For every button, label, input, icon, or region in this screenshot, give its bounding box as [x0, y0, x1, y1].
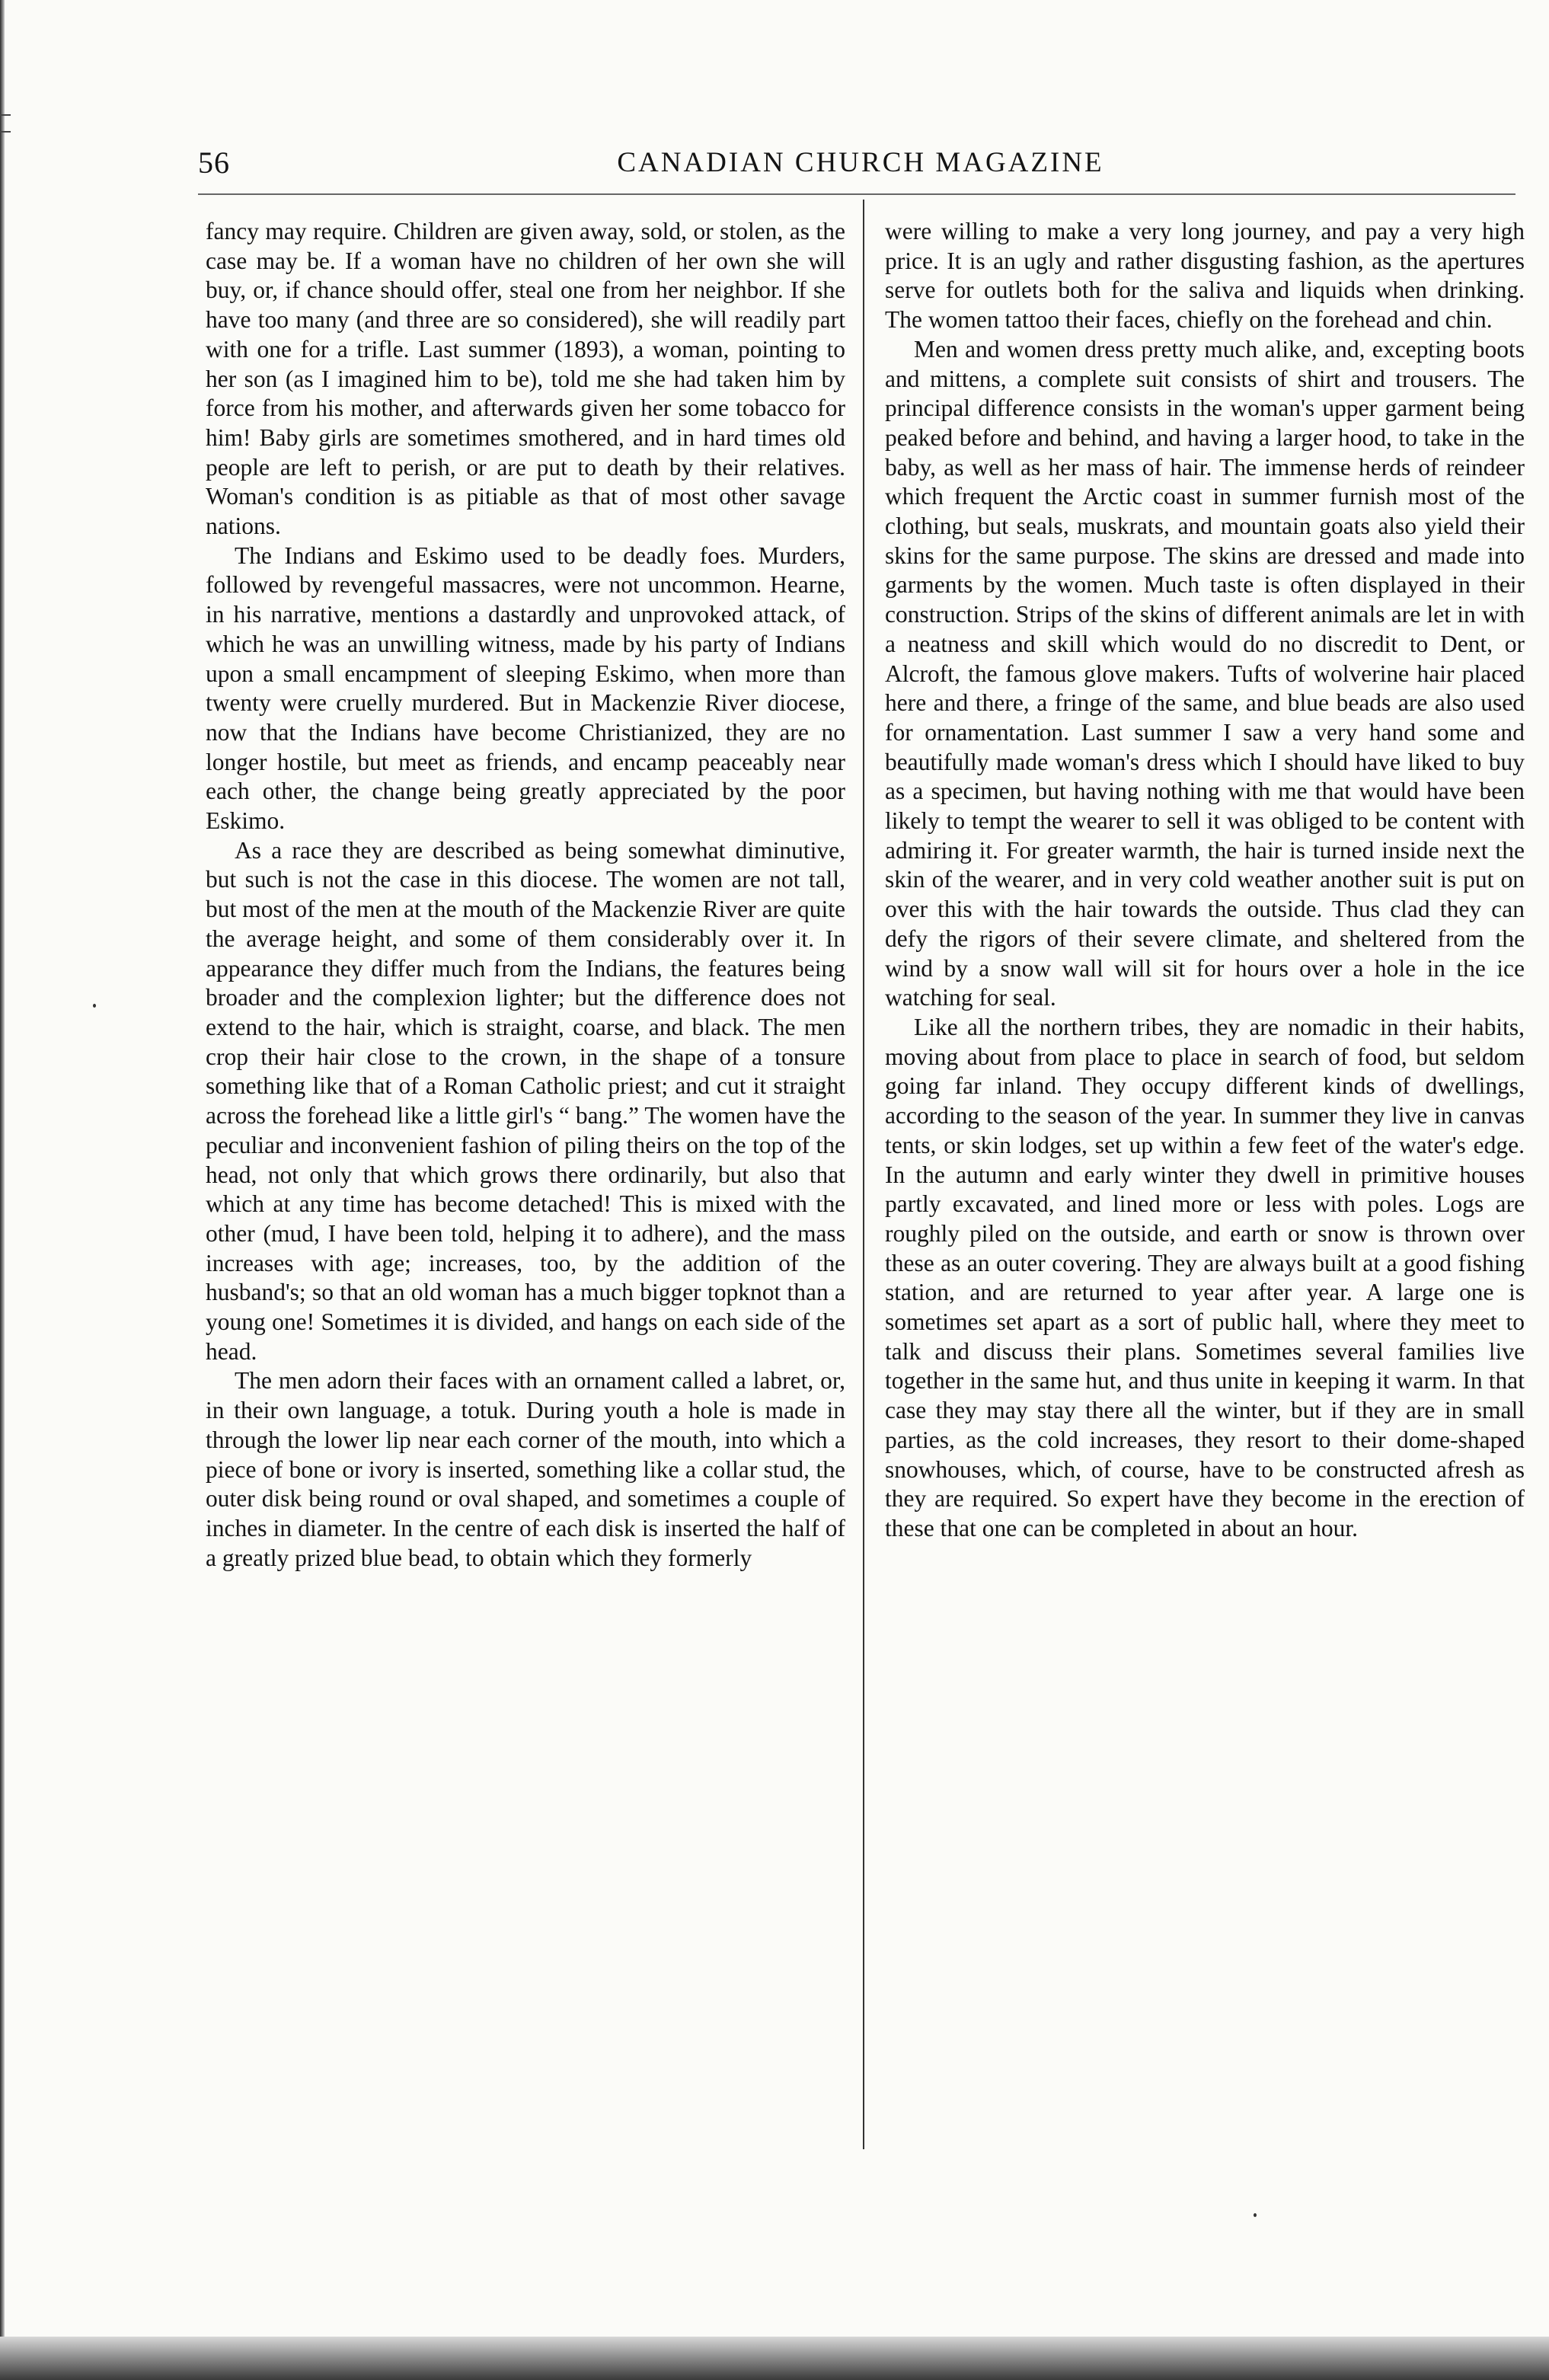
scan-left-edge — [0, 0, 5, 2380]
column-divider — [863, 200, 864, 2149]
left-column — [206, 217, 845, 1573]
page-number: 56 — [198, 145, 230, 180]
scan-bottom-edge — [0, 2337, 1549, 2380]
paragraph: The men adorn their faces with an ornament called a labret, or, in their own language, a totuk. During youth a hole is made in through the lower lip near each corner of the mouth, into which a piece of bone or ivory is inserted, something like a collar stud, the outer disk being round or oval shaped, and sometimes a couple of inches in diameter. In the centre of each disk is inserted the half of a greatly prized blue bead, to obtain which they formerly — [206, 1367, 845, 1571]
running-title: CANADIAN CHURCH MAGAZINE — [617, 147, 1104, 178]
paragraph: were willing to make a very long journey, and pay a very high price. It is an ugly and rather disgusting fashion, as the apertures serve for outlets both for the saliva and liquids when drinking. The women tattoo their faces, chiefly on the forehead and chin. — [885, 218, 1525, 334]
right-column — [885, 217, 1525, 1544]
header-rule — [198, 193, 1515, 195]
paragraph: Men and women dress pretty much alike, and, excepting boots and mittens, a complete suit consists of shirt and trousers. The principal difference consists in the woman's upper garment being peaked before and behind, and having a larger hood, to take in the baby, as well as her mass of hair. The immense herds of reindeer which frequent the Arctic coast in summer furnish most of the clothing, but seals, muskrats, and mountain goats also yield their skins for the same purpose. The skins are dressed and made into garments by the women. Much taste is often displayed in their construction. Strips of the skins of different animals are let in with a neatness and skill which would do no discredit to Dent, or Alcroft, the famous glove makers. Tufts of wolverine hair placed here and there, a fringe of the same, and blue beads are also used for ornamentation. Last summer I saw a very hand some and beautifully made woman's dress which I should have liked to buy as a specimen, but having nothing with me that would have been likely to tempt the wearer to sell it was obliged to be content with admiring it. For greater warmth, the hair is turned inside next the skin of the wearer, and in very cold weather another suit is put on over this with the hair towards the outside. Thus clad they can defy the rigors of their severe climate, and sheltered from the wind by a snow wall will sit for hours over a hole in the ice watching for seal. — [885, 335, 1525, 1011]
paragraph: Like all the northern tribes, they are nomadic in their habits, moving about from place to place in search of food, but seldom going far inland. They occupy different kinds of dwellings, according to the season of the year. In summer they live in canvas tents, or skin lodges, set up within a few feet of the water's edge. In the autumn and early winter they dwell in primitive houses partly excavated, and lined more or less with poles. Logs are roughly piled on the outside, and earth or snow is thrown over these as an outer covering. They are always built at a good fishing station, and are returned to year after year. A large one is sometimes set apart as a sort of public hall, where they meet to talk and discuss their plans. Sometimes several families live together in the same hut, and thus unite in keeping it warm. In that case they may stay there all the winter, but if they are in small parties, as the cold increases, they resort to their dome-shaped snowhouses, which, of course, have to be constructed afresh as they are required. So expert have they become in the erection of these that one can be completed in about an hour. — [885, 1013, 1525, 1541]
paragraph: As a race they are described as being somewhat diminutive, but such is not the case in this diocese. The women are not tall, but most of the men at the mouth of the Mackenzie River are quite the average height, and some of them considerably over it. In appearance they differ much from the Indians, the features being broader and the complexion lighter; but the difference does not extend to the hair, which is straight, coarse, and black. The men crop their hair close to the crown, in the shape of a tonsure something like that of a Roman Catholic priest; and cut it straight across the forehead like a little girl's “ bang.” The women have the peculiar and inconvenient fashion of piling theirs on the top of the head, not only that which grows there ordinarily, but also that which at any time has become detached! This is mixed with the other (mud, I have been told, helping it to adhere), and the mass increases with age; increases, too, by the addition of the husband's; so that an old woman has a much bigger topknot than a young one! Sometimes it is divided, and hangs on each side of the head. — [206, 836, 845, 1365]
scan-edge-mark — [0, 114, 11, 116]
paragraph: fancy may require. Children are given away, sold, or stolen, as the case may be. If a woman have no children of her own she will buy, or, if chance should offer, steal one from her neighbor. If she have too many (and three are so considered), she will readily part with one for a trifle. Last summer (1893), a woman, pointing to her son (as I imagined him to be), told me she had taken him by force from his mother, and afterwards given her some tobacco for him! Baby girls are sometimes smothered, and in hard times old people are left to perish, or are put to death by their relatives. Woman's condition is as pitiable as that of most other savage nations. — [206, 218, 845, 540]
print-speck — [1254, 2213, 1257, 2217]
paragraph: The Indians and Eskimo used to be deadly foes. Murders, followed by revengeful massacres, were not uncommon. Hearne, in his narrative, mentions a dastardly and unprovoked attack, of which he was an unwilling witness, made by his party of Indians upon a small encampment of sleeping Eskimo, when more than twenty were cruelly murdered. But in Mackenzie River diocese, now that the Indians have become Christianized, they are no longer hostile, but meet as friends, and encamp peaceably near each other, the change being greatly appreciated by the poor Eskimo. — [206, 541, 845, 835]
scan-edge-mark — [0, 131, 11, 133]
page-header — [198, 145, 1523, 190]
print-speck — [93, 1004, 96, 1008]
